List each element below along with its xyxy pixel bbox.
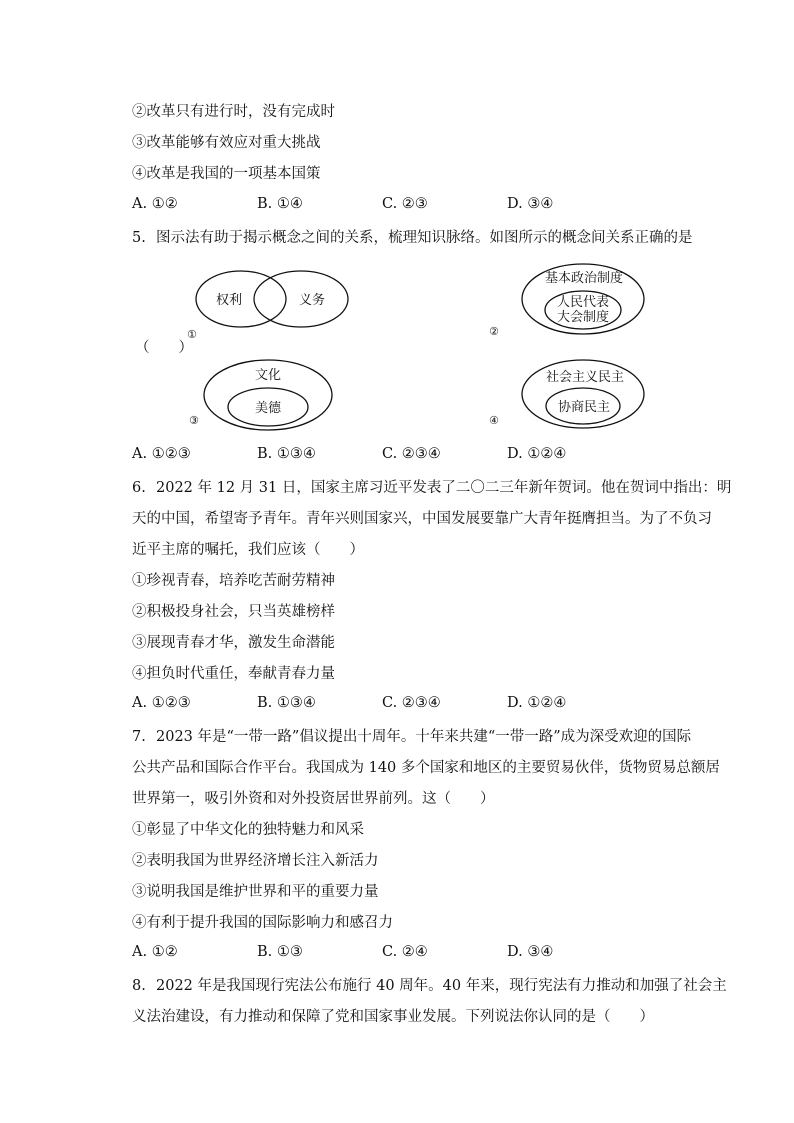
diagram-1-left-label: 权利: [216, 293, 243, 308]
q4-options: [132, 196, 692, 216]
q5-answer-bracket: （ ）: [135, 340, 193, 356]
q5-option-d[interactable]: D. ①②④: [507, 446, 567, 462]
diagram-1-number: ①: [187, 328, 197, 341]
q6-option-d[interactable]: D. ①②④: [507, 695, 567, 711]
q6-stem-line-3: 近平主席的嘱托，我们应该（ ）: [132, 542, 364, 558]
q6-stem-line-2: 天的中国，希望寄予青年。青年兴则国家兴，中国发展要靠广大青年挺膺担当。为了不负习: [132, 511, 712, 527]
diagram-2-inner-label-1: 人民代表: [557, 295, 610, 310]
q4-item-2: ②改革只有进行时，没有完成时: [132, 104, 335, 120]
q7-options: [132, 944, 692, 964]
q7-stem-line-2: 公共产品和国际合作平台。我国成为 140 多个国家和地区的主要贸易伙伴，货物贸易总额居: [132, 760, 720, 776]
q6-item-4: ④担负时代重任，奉献青春力量: [132, 666, 335, 682]
q7-option-d[interactable]: D. ③④: [507, 944, 554, 960]
q4-option-d[interactable]: D. ③④: [507, 196, 554, 212]
q7-option-a[interactable]: A. ①②: [132, 944, 178, 960]
q4-item-3: ③改革能够有效应对重大挑战: [132, 135, 321, 151]
q6-number: 6.: [132, 480, 146, 496]
diagram-2: [489, 264, 644, 338]
q5-option-a[interactable]: A. ①②③: [132, 446, 191, 462]
diagram-2-outer-label: 基本政治制度: [545, 271, 624, 286]
q8-stem-text-1: 2022 年是我国现行宪法公布施行 40 周年。40 年来，现行宪法有力推动和加强了社会主: [156, 978, 727, 994]
q7-stem-line-3: 世界第一，吸引外资和对外投资居世界前列。这（ ）: [132, 791, 495, 807]
q5-stem: [132, 228, 693, 248]
q7-item-3: ③说明我国是维护世界和平的重要力量: [132, 884, 379, 900]
diagram-3-outer-label: 文化: [255, 368, 282, 383]
q6-stem-text-1: 2022 年 12 月 31 日，国家主席习近平发表了二〇二三年新年贺词。他在贺词中指出：明: [156, 480, 732, 496]
diagram-4: [489, 360, 644, 428]
diagram-3: [189, 360, 332, 430]
q5-number: 5.: [132, 230, 146, 246]
diagram-4-number: ④: [489, 414, 499, 427]
q7-stem-text-1: 2023 年是“一带一路”倡议提出十周年。十年来共建“一带一路”成为深受欢迎的国际: [156, 729, 692, 745]
q5-option-b[interactable]: B. ①③④: [257, 446, 316, 462]
q6-item-2: ②积极投身社会，只当英雄榜样: [132, 604, 335, 620]
q7-option-b[interactable]: B. ①③: [257, 944, 303, 960]
q7-number: 7.: [132, 729, 146, 745]
q6-item-3: ③展现青春才华，激发生命潜能: [132, 635, 335, 651]
q6-option-a[interactable]: A. ①②③: [132, 695, 191, 711]
q4-option-b[interactable]: B. ①④: [257, 196, 303, 212]
q4-item-4: ④改革是我国的一项基本国策: [132, 166, 321, 182]
diagram-3-number: ③: [189, 414, 199, 427]
q6-item-1: ①珍视青春，培养吃苦耐劳精神: [132, 573, 335, 589]
q7-option-c[interactable]: C. ②④: [382, 944, 428, 960]
q6-options: [132, 695, 692, 715]
diagram-2-number: ②: [489, 325, 499, 338]
q6-option-c[interactable]: C. ②③④: [382, 695, 441, 711]
diagram-2-inner-label-2: 大会制度: [557, 310, 610, 325]
q5-option-c[interactable]: C. ②③④: [382, 446, 441, 462]
q8-number: 8.: [132, 978, 146, 994]
q7-stem-line-1: [132, 727, 691, 747]
q8-stem-line-1: [132, 976, 727, 996]
diagram-4-outer-label: 社会主义民主: [546, 370, 625, 385]
q5-options: [132, 446, 692, 466]
q7-item-1: ①彰显了中华文化的独特魅力和风采: [132, 822, 364, 838]
q7-item-2: ②表明我国为世界经济增长注入新活力: [132, 853, 379, 869]
q8-stem-line-2: 义法治建设，有力推动和保障了党和国家事业发展。下列说法你认同的是（ ）: [132, 1009, 654, 1025]
q4-option-a[interactable]: A. ①②: [132, 196, 178, 212]
q5-stem-text: 图示法有助于揭示概念之间的关系，梳理知识脉络。如图所示的概念间关系正确的是: [156, 230, 693, 246]
q4-option-c[interactable]: C. ②③: [382, 196, 428, 212]
q7-item-4: ④有利于提升我国的国际影响力和感召力: [132, 915, 393, 931]
diagram-4-inner-label: 协商民主: [558, 400, 611, 415]
diagram-1: [187, 271, 348, 341]
q5-diagrams: [0, 255, 794, 435]
q6-stem-line-1: [132, 478, 731, 498]
q6-option-b[interactable]: B. ①③④: [257, 695, 316, 711]
diagram-1-right-label: 义务: [299, 293, 326, 308]
diagram-3-inner-label: 美德: [255, 401, 282, 416]
